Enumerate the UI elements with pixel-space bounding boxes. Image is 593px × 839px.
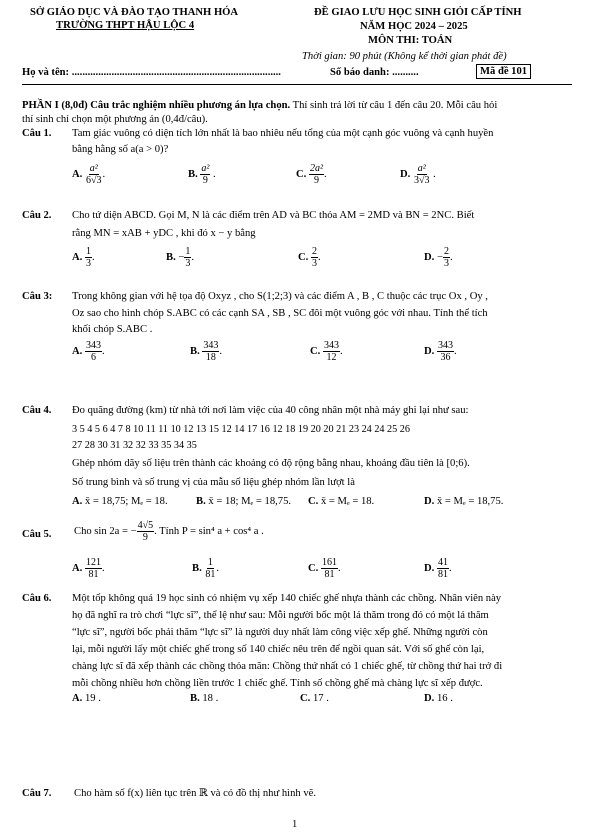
numerator: a² bbox=[201, 163, 210, 174]
q1-text: Tam giác vuông có diện tích lớn nhất là bao nhiêu nếu tổng của một cạnh góc vuông và cạnh huyền bbox=[72, 128, 494, 139]
option-letter: A. bbox=[72, 251, 83, 263]
part1-title: PHẦN I (8,0đ) Câu trắc nghiệm nhiều phương án lựa chọn. bbox=[22, 100, 291, 111]
school-year: NĂM HỌC 2024 – 2025 bbox=[360, 21, 468, 32]
q2-text2: rằng MN = xAB + yDC , khi đó x − y bằng bbox=[72, 228, 256, 239]
exam-code-box: Mã đề 101 bbox=[476, 64, 531, 79]
q4-option-b[interactable] bbox=[196, 495, 291, 508]
fraction bbox=[437, 557, 449, 580]
q7-text: Cho hàm số f(x) liên tục trên ℝ và có đồ thị như hình vẽ. bbox=[74, 788, 316, 799]
q6-option-d[interactable] bbox=[424, 692, 453, 705]
exam-time: Thời gian: 90 phút (Không kể thời gian phát đề) bbox=[302, 51, 507, 62]
numerator: 343 bbox=[437, 340, 453, 351]
denominator: 3 bbox=[443, 258, 449, 269]
minus-sign: − bbox=[178, 251, 185, 263]
option-letter: C. bbox=[308, 562, 319, 574]
denominator: 36 bbox=[440, 352, 451, 363]
q3-text2: Oz sao cho hình chóp S.ABC có các cạnh SA , SB , SC đôi một vuông góc với nhau. Tính thể tích bbox=[72, 308, 488, 319]
option-letter: D. bbox=[424, 345, 435, 357]
q1-option-b[interactable]: B. $\frac{\text{a²}}{9}$ . bbox=[188, 163, 216, 186]
q5-text bbox=[74, 520, 264, 543]
header-divider bbox=[22, 84, 572, 85]
option-letter: A. bbox=[72, 168, 83, 180]
q7-label: Câu 7. bbox=[22, 788, 52, 799]
denominator: 3 bbox=[185, 258, 191, 269]
denominator: 9 bbox=[202, 175, 208, 186]
q3-option-c[interactable]: C. $\frac{343}{12}$ . bbox=[310, 340, 343, 363]
q6-option-b[interactable] bbox=[190, 692, 218, 705]
q1-text2: bằng hằng số a(a > 0)? bbox=[72, 144, 169, 155]
q4-text3: Số trung bình và số trung vị của mẫu số liệu ghép nhóm lần lượt là bbox=[72, 477, 355, 488]
option-text: 16 . bbox=[436, 693, 453, 704]
option-text: x̄ = 18,75; Mₑ = 18. bbox=[84, 496, 168, 507]
q5-label: Câu 5. bbox=[22, 529, 52, 540]
fraction bbox=[85, 557, 102, 580]
denominator: 81 bbox=[324, 569, 335, 580]
numerator: 343 bbox=[203, 340, 219, 351]
option-letter: B. bbox=[192, 562, 202, 574]
option-letter: A. bbox=[72, 345, 83, 357]
fraction bbox=[184, 246, 191, 269]
part1-desc-line2: thí sinh chỉ chọn một phương án (0,4đ/câu). bbox=[22, 114, 208, 125]
q4-data-line2: 27 28 30 31 32 32 33 35 34 35 bbox=[72, 440, 197, 451]
numerator: a² bbox=[89, 163, 98, 174]
q5-text-post: . Tính P = sin⁴ a + cos⁴ a . bbox=[154, 525, 264, 537]
q2-label: Câu 2. bbox=[22, 210, 52, 221]
student-id-field: Số báo danh: .......... bbox=[330, 67, 419, 78]
option-text: 17 . bbox=[312, 693, 329, 704]
q3-option-b[interactable]: B. $\frac{343}{18}$ . bbox=[190, 340, 223, 363]
denominator: 12 bbox=[326, 352, 337, 363]
q4-data-line1: 3 5 4 5 6 4 7 8 10 11 11 10 12 13 15 12 14 17 16 12 18 19 20 20 21 23 24 24 25 26 bbox=[72, 424, 410, 435]
option-text: x̄ = 18; Mₑ = 18,75. bbox=[208, 496, 292, 507]
school-name: TRƯỜNG THPT HẬU LỘC 4 bbox=[56, 20, 195, 31]
option-letter: A. bbox=[72, 562, 83, 574]
q6-text6: mỗi chồng nhiều hơn chồng liền trước 1 chiếc ghế. Tính số chồng ghế mà chàng lực sĩ xếp được. bbox=[72, 678, 483, 689]
fraction bbox=[202, 340, 219, 363]
q6-text4: lại, mỗi người lấy một chiếc ghế trong số 140 chiếc nêu trên để ngồi quan sát. Với số ghế còn lại, bbox=[72, 644, 485, 655]
q5-option-b[interactable]: B. $\frac{1}{81}$ . bbox=[192, 557, 220, 580]
option-letter: B. bbox=[190, 345, 200, 357]
fraction bbox=[85, 340, 102, 363]
option-letter: B. bbox=[190, 693, 200, 704]
fraction bbox=[85, 163, 103, 186]
q5-option-c[interactable]: C. $\frac{161}{81}$ . bbox=[308, 557, 341, 580]
q6-text2: họ đã nghĩ ra trò chơi “lực sĩ”, thể lệ như sau: Mỗi người bốc một lá thăm trong đó có một lá thăm bbox=[72, 610, 489, 621]
q2-option-c[interactable]: C. $\frac{2}{3}$ . bbox=[298, 246, 321, 269]
q6-label: Câu 6. bbox=[22, 593, 52, 604]
option-text: x̄ = Mₑ = 18,75. bbox=[436, 496, 504, 507]
fraction bbox=[443, 246, 450, 269]
fraction bbox=[323, 340, 340, 363]
denominator: 6√3 bbox=[85, 175, 102, 186]
numerator: 2 bbox=[443, 246, 449, 257]
option-letter: B. bbox=[188, 168, 198, 180]
option-letter: C. bbox=[298, 251, 309, 263]
q5-option-a[interactable]: A. $\frac{121}{81}$ . bbox=[72, 557, 105, 580]
q4-option-d[interactable] bbox=[424, 495, 503, 508]
q4-label: Câu 4. bbox=[22, 405, 52, 416]
option-letter: C. bbox=[296, 168, 307, 180]
option-letter: C. bbox=[300, 693, 311, 704]
q6-text: Một tốp không quá 19 học sinh có nhiệm vụ xếp 140 chiếc ghế nhựa thành các chồng. Nhân viên này bbox=[72, 593, 502, 604]
q1-option-d[interactable]: D. $\frac{\text{a²}}{3√3}$ . bbox=[400, 163, 436, 186]
q2-option-b[interactable]: B. − $\frac{1}{3}$ . bbox=[166, 246, 195, 269]
subject: MÔN THI: TOÁN bbox=[368, 35, 453, 46]
q2-option-a[interactable]: A. $\frac{1}{3}$ . bbox=[72, 246, 95, 269]
q3-option-a[interactable]: A. $\frac{343}{6}$ . bbox=[72, 340, 105, 363]
option-letter: A. bbox=[72, 496, 83, 507]
option-letter: C. bbox=[310, 345, 321, 357]
option-letter: D. bbox=[424, 496, 435, 507]
denominator: 18 bbox=[205, 352, 216, 363]
q2-option-d[interactable]: D. − $\frac{2}{3}$ . bbox=[424, 246, 453, 269]
q5-text-pre: Cho sin 2a = − bbox=[74, 525, 137, 537]
numerator: 2a² bbox=[309, 163, 323, 174]
part1-desc: Thí sinh trả lời từ câu 1 đến câu 20. Mỗi câu hỏi bbox=[290, 100, 498, 111]
numerator: 4√5 bbox=[137, 520, 154, 531]
denominator: 81 bbox=[88, 569, 99, 580]
fraction bbox=[311, 246, 318, 269]
option-letter: A. bbox=[72, 693, 83, 704]
numerator: 2 bbox=[311, 246, 317, 257]
minus-sign: − bbox=[436, 251, 443, 263]
fraction bbox=[321, 557, 338, 580]
numerator: 343 bbox=[323, 340, 339, 351]
option-text: 18 . bbox=[202, 693, 219, 704]
fraction bbox=[309, 163, 324, 186]
q5-option-d[interactable]: D. $\frac{41}{81}$ . bbox=[424, 557, 452, 580]
numerator: 343 bbox=[85, 340, 101, 351]
denominator: 6 bbox=[90, 352, 96, 363]
denominator: 9 bbox=[142, 532, 148, 543]
part1-heading bbox=[22, 99, 497, 112]
numerator: 1 bbox=[185, 246, 191, 257]
fraction bbox=[137, 520, 155, 543]
option-letter: C. bbox=[308, 496, 319, 507]
numerator: 121 bbox=[85, 557, 101, 568]
q6-text3: “lực sĩ”, người bốc phải thăm “lực sĩ” là người duy nhất làm công việc xếp ghế. Những người còn bbox=[72, 627, 488, 638]
exam-title: ĐỀ GIAO LƯU HỌC SINH GIỎI CẤP TỈNH bbox=[314, 7, 522, 18]
q1-label: Câu 1. bbox=[22, 128, 52, 139]
denominator: 81 bbox=[205, 569, 216, 580]
numerator: 1 bbox=[207, 557, 213, 568]
fraction bbox=[437, 340, 454, 363]
option-letter: D. bbox=[400, 168, 411, 180]
q1-option-a[interactable]: A. $\frac{\text{a²}}{6√3}$ . bbox=[72, 163, 106, 186]
q3-text3: khối chóp S.ABC . bbox=[72, 324, 153, 335]
option-letter: D. bbox=[424, 562, 435, 574]
student-name-field: Họ và tên: ............................................................................... bbox=[22, 67, 281, 78]
option-letter: B. bbox=[166, 251, 176, 263]
denominator: 3√3 bbox=[413, 175, 430, 186]
q6-text5: chàng lực sĩ đã xếp thành các chồng thỏa mãn: Chồng thứ nhất có 1 chiếc ghế, từ chồng thứ hai trở đi bbox=[72, 661, 503, 672]
denominator: 3 bbox=[311, 258, 317, 269]
fraction bbox=[204, 557, 216, 580]
q4-option-c[interactable] bbox=[308, 495, 374, 508]
q1-option-c[interactable]: C. $\frac{\text{2a²}}{9}$ . bbox=[296, 163, 327, 186]
numerator: a² bbox=[417, 163, 426, 174]
option-text: x̄ = Mₑ = 18. bbox=[320, 496, 375, 507]
option-letter: B. bbox=[196, 496, 206, 507]
numerator: 41 bbox=[437, 557, 448, 568]
denominator: 9 bbox=[313, 175, 319, 186]
numerator: 161 bbox=[321, 557, 337, 568]
option-letter: D. bbox=[424, 251, 435, 263]
fraction bbox=[413, 163, 431, 186]
q4-option-a[interactable] bbox=[72, 495, 168, 508]
page-number: 1 bbox=[292, 819, 298, 830]
option-text: 19 . bbox=[84, 693, 101, 704]
option-letter: D. bbox=[424, 693, 435, 704]
q3-option-d[interactable]: D. $\frac{343}{36}$ . bbox=[424, 340, 457, 363]
q3-text: Trong không gian với hệ tọa độ Oxyz , cho S(1;2;3) và các điểm A , B , C thuộc các trục Ox , Oy , bbox=[72, 291, 488, 302]
q2-text: Cho tứ diện ABCD. Gọi M, N là các điểm trên AD và BC thỏa AM = 2MD và BN = 2NC. Biết bbox=[72, 210, 475, 221]
q6-option-c[interactable] bbox=[300, 692, 329, 705]
q4-text2: Ghép nhóm dãy số liệu trên thành các khoảng có độ rộng bằng nhau, khoảng đầu tiên là [0;6). bbox=[72, 458, 470, 469]
dept-name: SỞ GIÁO DỤC VÀ ĐÀO TẠO THANH HÓA bbox=[30, 7, 239, 18]
q4-text: Đo quãng đường (km) từ nhà tới nơi làm việc của 40 công nhân một nhà máy ghi lại như sau: bbox=[72, 405, 469, 416]
denominator: 3 bbox=[85, 258, 91, 269]
numerator: 1 bbox=[85, 246, 91, 257]
q3-label: Câu 3: bbox=[22, 291, 53, 302]
q6-option-a[interactable] bbox=[72, 692, 101, 705]
fraction bbox=[200, 163, 210, 186]
denominator: 81 bbox=[437, 569, 448, 580]
fraction bbox=[85, 246, 92, 269]
